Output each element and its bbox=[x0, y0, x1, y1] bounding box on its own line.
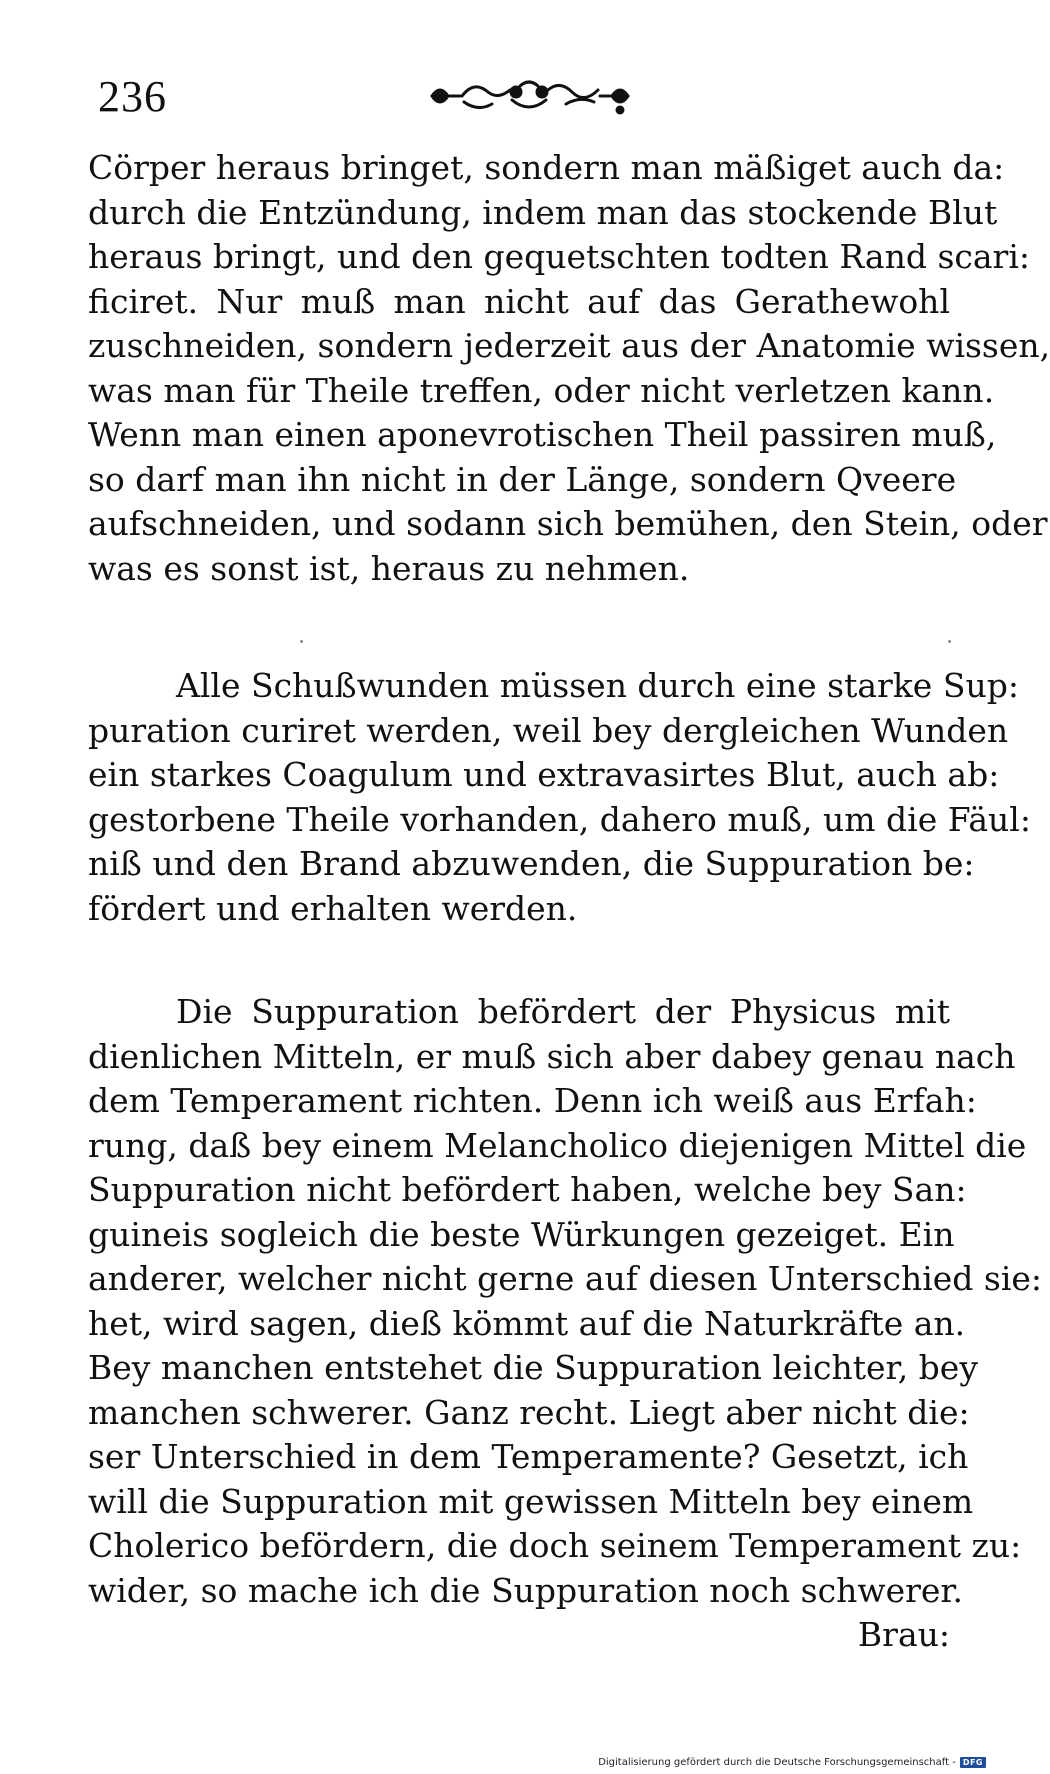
text-line: guineis sogleich die beste Würkungen gezeiget. Ein bbox=[88, 1214, 955, 1254]
text-line: het, wird sagen, dieß kömmt auf die Naturkräfte an. bbox=[88, 1303, 966, 1343]
text-line: was es sonst ist, heraus zu nehmen. bbox=[88, 548, 690, 588]
text-line: ficiret. Nur muß man nicht auf das Gerathewohl bbox=[88, 281, 950, 321]
text-line: was man für Theile treffen, oder nicht verletzen kann. bbox=[88, 370, 995, 410]
text-line: ein starkes Coagulum und extravasirtes Blut, auch ab: bbox=[88, 755, 1000, 794]
text-line: dienlichen Mitteln, er muß sich aber dabey genau nach bbox=[88, 1036, 1016, 1076]
text-line: so darf man ihn nicht in der Länge, sondern Qveere bbox=[88, 459, 957, 499]
text-line: Die Suppuration befördert der Physicus mit bbox=[176, 992, 950, 1031]
text-line: puration curiret werden, weil bey dergleichen Wunden bbox=[88, 710, 1009, 750]
text-line: wider, so mache ich die Suppuration noch schwerer. bbox=[88, 1570, 964, 1610]
paragraph-2 bbox=[88, 664, 1031, 931]
text-line: dem Temperament richten. Denn ich weiß aus Erfah: bbox=[88, 1081, 977, 1120]
catchword: Brau: bbox=[857, 1615, 950, 1654]
scan-speck bbox=[300, 640, 303, 643]
page-number: 236 bbox=[98, 72, 167, 121]
footer-text: Digitalisierung gefördert durch die Deutsche Forschungsgemeinschaft - bbox=[598, 1757, 956, 1768]
text-line: will die Suppuration mit gewissen Mitteln bey einem bbox=[88, 1481, 974, 1521]
text-line: Bey manchen entstehet die Suppuration leichter, bey bbox=[88, 1348, 978, 1387]
text-line: niß und den Brand abzuwenden, die Suppuration be: bbox=[88, 844, 975, 883]
text-line: anderer, welcher nicht gerne auf diesen Unterschied sie: bbox=[88, 1259, 1043, 1298]
scan-speck bbox=[948, 640, 951, 643]
text-line: Suppuration nicht befördert haben, welche bey San: bbox=[88, 1170, 967, 1209]
text-line: Cholerico befördern, die doch seinem Temperament zu: bbox=[88, 1526, 1022, 1565]
text-line: fördert und erhalten werden. bbox=[88, 888, 578, 928]
text-line: manchen schwerer. Ganz recht. Liegt aber nicht die: bbox=[88, 1392, 970, 1432]
text-line: zuschneiden, sondern jederzeit aus der Anatomie wissen, bbox=[88, 326, 1050, 365]
text-line: ser Unterschied in dem Temperamente? Gesetzt, ich bbox=[88, 1437, 969, 1476]
digitization-footer bbox=[598, 1757, 986, 1768]
paragraph-1 bbox=[88, 146, 1050, 591]
ornament-headpiece-icon bbox=[424, 74, 634, 120]
text-line: aufschneiden, und sodann sich bemühen, den Stein, oder bbox=[88, 504, 1048, 543]
text-line: durch die Entzündung, indem man das stockende Blut bbox=[88, 192, 998, 232]
text-line: gestorbene Theile vorhanden, dahero muß, um die Fäul: bbox=[88, 799, 1031, 839]
text-line: rung, daß bey einem Melancholico diejenigen Mittel die bbox=[88, 1125, 1027, 1165]
dfg-logo-icon: DFG bbox=[960, 1757, 986, 1768]
text-line: Wenn man einen aponevrotischen Theil passiren muß, bbox=[88, 415, 997, 454]
text-line: heraus bringt, und den gequetschten todten Rand scari: bbox=[88, 237, 1030, 276]
paragraph-3 bbox=[88, 990, 1043, 1658]
text-line: Alle Schußwunden müssen durch eine starke Sup: bbox=[176, 666, 1019, 705]
text-line: Cörper heraus bringet, sondern man mäßiget auch da: bbox=[88, 148, 1005, 187]
